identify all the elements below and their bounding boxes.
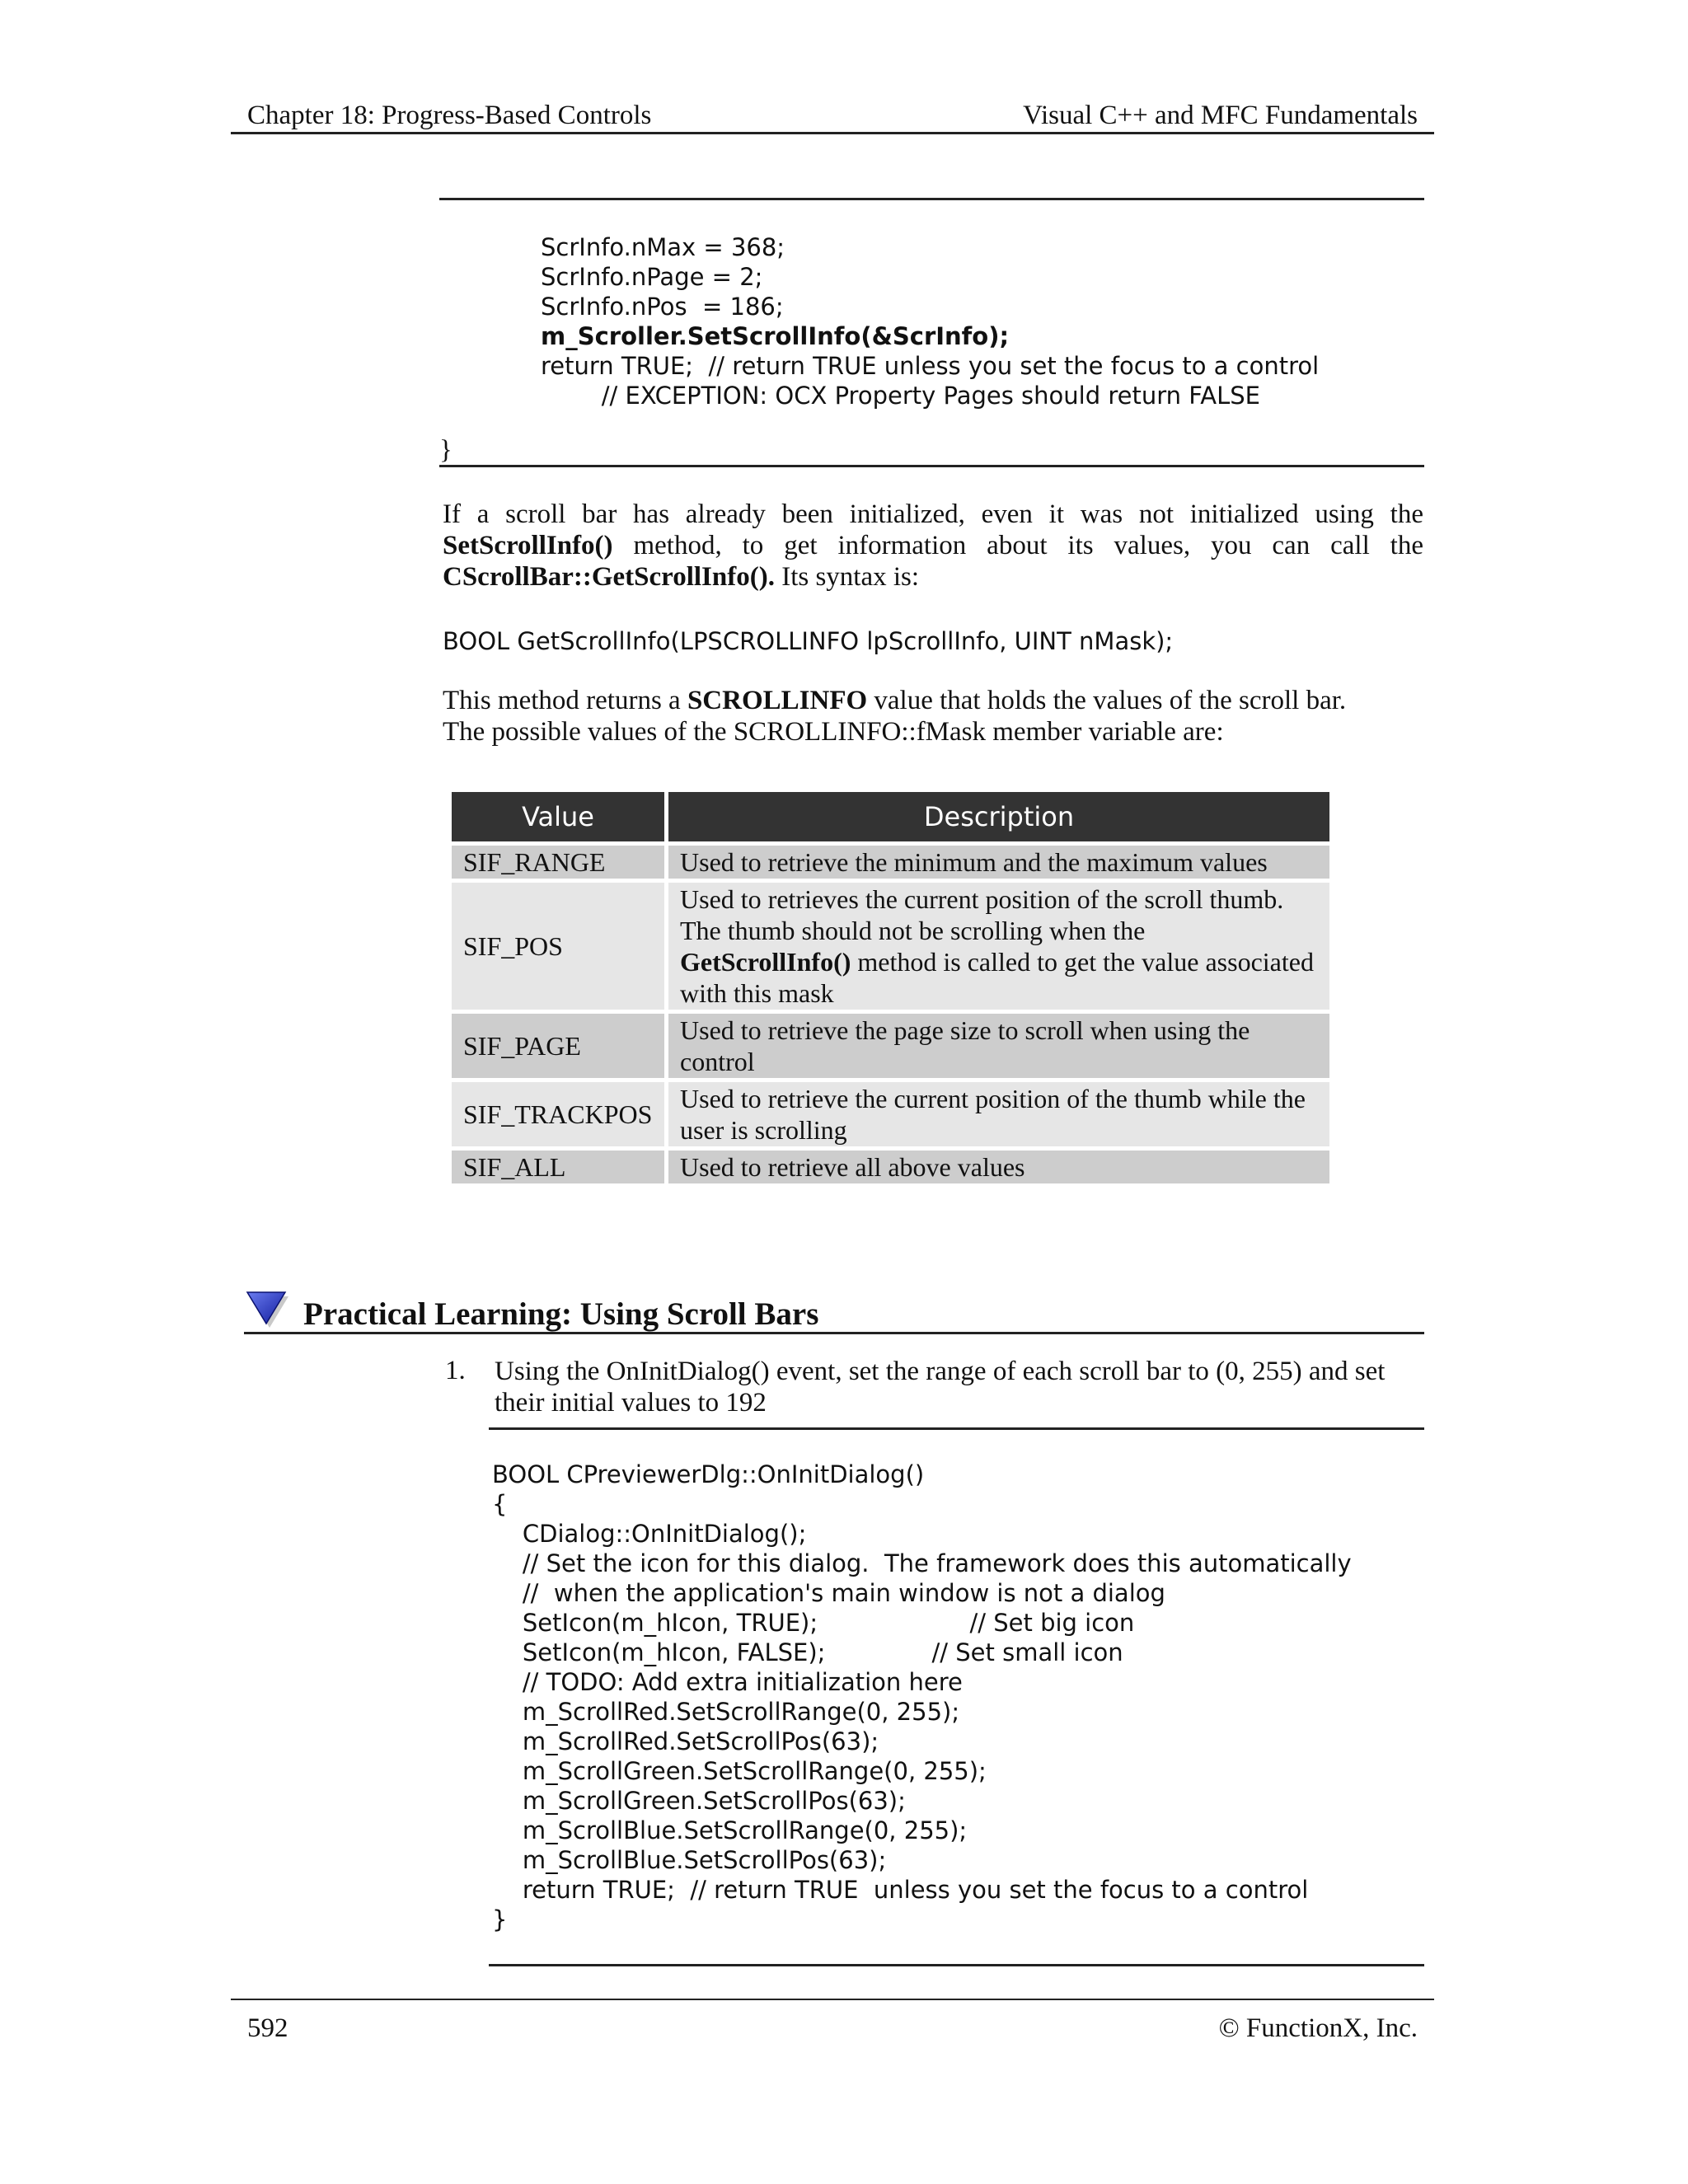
header-book-title: Visual C++ and MFC Fundamentals (1023, 101, 1418, 130)
table-header-description: Description (668, 792, 1329, 841)
table-row (452, 846, 1329, 879)
code-block-1-closing-brace: } (439, 435, 452, 465)
paragraph-text: value that holds the values of the scroll bar. The possible values of the SCROLLINFO::fMask member variable are: (443, 686, 1347, 747)
code-line: } (492, 1905, 508, 1933)
table-row (452, 1082, 1329, 1146)
code-line: return TRUE; // return TRUE unless you set the focus to a control (492, 1876, 1309, 1904)
practical-learning-title: Practical Learning: Using Scroll Bars (303, 1296, 819, 1332)
paragraph-text: Its syntax is: (774, 562, 920, 592)
step-text: Using the OnInitDialog() event, set the range of each scroll bar to (0, 255) and set their initial values to 192 (495, 1357, 1386, 1418)
table-cell-description: Used to retrieve the minimum and the maximum values (668, 846, 1329, 879)
code-block-1-top-rule (439, 198, 1424, 200)
code-line: ScrInfo.nPos = 186; (541, 293, 784, 321)
table-cell-description: Used to retrieve all above values (668, 1151, 1329, 1183)
header-rule (231, 132, 1434, 134)
code-block-2-bottom-rule (489, 1964, 1424, 1966)
fmask-values-table (448, 788, 1334, 1188)
code-line: m_ScrollBlue.SetScrollPos(63); (492, 1846, 887, 1874)
code-line: m_ScrollGreen.SetScrollPos(63); (492, 1787, 906, 1815)
code-line: { (492, 1490, 508, 1518)
table-header-value: Value (452, 792, 664, 841)
footer-copyright: © FunctionX, Inc. (1218, 2013, 1418, 2043)
code-line-bold: m_Scroller.SetScrollInfo(&ScrInfo); (541, 322, 1010, 350)
table-cell-description: Used to retrieves the current position of the scroll thumb. The thumb should not be scrolling when the GetScrollInfo() method is called to get the value associated with this mask (668, 883, 1329, 1010)
paragraph-text: method, to get information about its values, you can call the (612, 531, 1423, 560)
code-line: m_ScrollGreen.SetScrollRange(0, 255); (492, 1757, 987, 1785)
table-row (452, 883, 1329, 1010)
paragraph-bold-term: CScrollBar::GetScrollInfo(). (443, 562, 775, 592)
paragraph-get-scroll-info (443, 499, 1423, 593)
header-chapter-title: Chapter 18: Progress-Based Controls (247, 101, 652, 130)
paragraph-bold-term: SetScrollInfo() (443, 531, 613, 560)
code-line: SetIcon(m_hIcon, TRUE); // Set big icon (492, 1609, 1135, 1637)
code-line: m_ScrollRed.SetScrollPos(63); (492, 1727, 879, 1755)
code-line: ScrInfo.nMax = 368; (541, 233, 785, 261)
table-header-row (452, 792, 1329, 841)
table-cell-description: Used to retrieve the page size to scroll when using the control (668, 1014, 1329, 1078)
paragraph-scrollinfo (443, 685, 1390, 748)
code-line: m_ScrollBlue.SetScrollRange(0, 255); (492, 1816, 968, 1844)
code-line: ScrInfo.nPage = 2; (541, 263, 763, 291)
code-block-2 (492, 1430, 1352, 1964)
table-cell-value: SIF_ALL (452, 1151, 664, 1183)
code-block-1-bottom-rule (439, 465, 1424, 467)
table-cell-value: SIF_PAGE (452, 1014, 664, 1078)
code-line: // TODO: Add extra initialization here (492, 1668, 963, 1696)
step-number: 1. (445, 1356, 466, 1385)
syntax-line: BOOL GetScrollInfo(LPSCROLLINFO lpScrollInfo, UINT nMask); (443, 627, 1174, 655)
table-cell-value: SIF_TRACKPOS (452, 1082, 664, 1146)
paragraph-text: This method returns a (443, 686, 687, 715)
paragraph-bold-term: SCROLLINFO (687, 686, 868, 715)
paragraph-text: If a scroll bar has already been initialized, even it was not initialized using the (443, 499, 1423, 529)
code-line: CDialog::OnInitDialog(); (492, 1520, 807, 1548)
code-line: // EXCEPTION: OCX Property Pages should return FALSE (541, 382, 1260, 410)
code-block-1 (541, 203, 1319, 440)
practical-learning-rule (244, 1332, 1424, 1334)
code-line: // Set the icon for this dialog. The framework does this automatically (492, 1549, 1352, 1577)
table-row (452, 1014, 1329, 1078)
table-cell-value: SIF_RANGE (452, 846, 664, 879)
table-cell-description: Used to retrieve the current position of the thumb while the user is scrolling (668, 1082, 1329, 1146)
code-line: return TRUE; // return TRUE unless you set the focus to a control (541, 352, 1320, 380)
table-cell-value: SIF_POS (452, 883, 664, 1010)
code-line: SetIcon(m_hIcon, FALSE); // Set small icon (492, 1638, 1123, 1666)
table-row (452, 1151, 1329, 1183)
code-line: // when the application's main window is not a dialog (492, 1579, 1165, 1607)
page-number: 592 (247, 2013, 288, 2043)
footer-rule (231, 1999, 1434, 2000)
code-line: m_ScrollRed.SetScrollRange(0, 255); (492, 1698, 960, 1726)
code-line: BOOL CPreviewerDlg::OnInitDialog() (492, 1460, 925, 1488)
down-triangle-icon (246, 1289, 290, 1329)
